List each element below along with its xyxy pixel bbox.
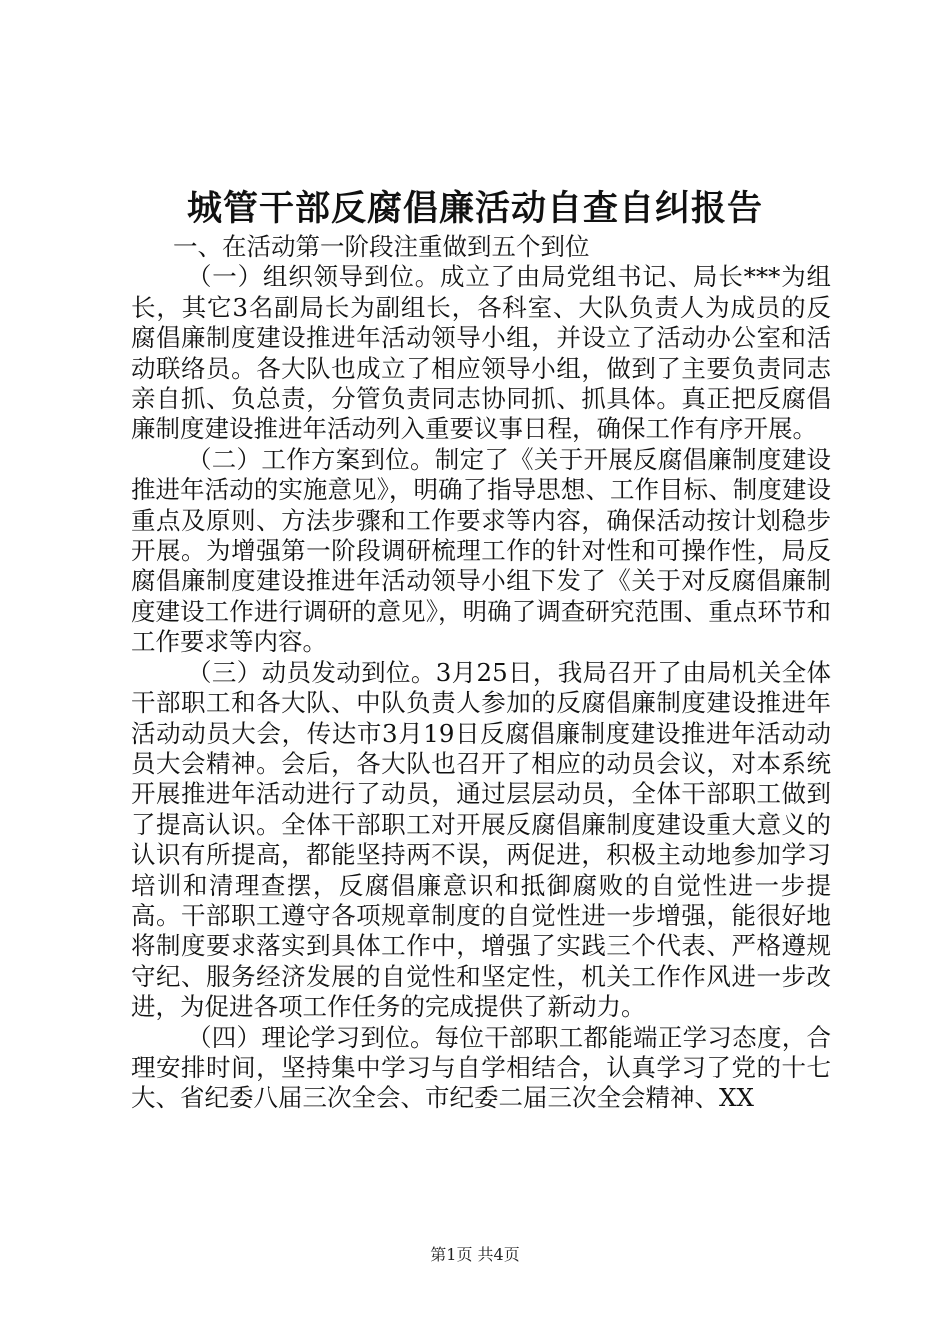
paragraph-mobilization: （三）动员发动到位。3月25日，我局召开了由局机关全体干部职工和各大队、中队负责人参加的反腐倡廉制度建设推进年活动动员大会，传达市3月19日反腐倡廉制度建设推进年活动动员大会精神。会后，各大队也召开了相应的动员会议，对本系统开展推进年活动进行了动员，通过层层动员，全体干部职工做到了提高认识。全体干部职工对开展反腐倡廉制度建设重大意义的认识有所提高，都能坚持两不误，两促进，积极主动地参加学习培训和清理查摆，反腐倡廉意识和抵御腐败的自觉性进一步提高。干部职工遵守各项规章制度的自觉性进一步增强，能很好地将制度要求落实到具体工作中，增强了实践三个代表、严格遵规守纪、服务经济发展的自觉性和坚定性，机关工作作风进一步改进，为促进各项工作任务的完成提供了新动力。 bbox=[131, 657, 831, 1022]
page-number: 第1页 共4页 bbox=[430, 1245, 520, 1264]
section-heading: 一、在活动第一阶段注重做到五个到位 bbox=[173, 232, 590, 261]
paragraph-theory-study: （四）理论学习到位。每位干部职工都能端正学习态度，合理安排时间，坚持集中学习与自学相结合，认真学习了党的十七大、省纪委八届三次全会、市纪委二届三次全会精神、XX bbox=[131, 1022, 831, 1113]
document-title: 城管干部反腐倡廉活动自查自纠报告 bbox=[186, 188, 763, 229]
paragraph-organization: （一）组织领导到位。成立了由局党组书记、局长***为组长，其它3名副局长为副组长，各科室、大队负责人为成员的反腐倡廉制度建设推进年活动领导小组，并设立了活动办公室和活动联络员。各大队也成立了相应领导小组，做到了主要负责同志亲自抓、负总责，分管负责同志协同抓、抓具体。真正把反腐倡廉制度建设推进年活动列入重要议事日程，确保工作有序开展。 bbox=[131, 262, 831, 444]
paragraph-work-plan: （二）工作方案到位。制定了《关于开展反腐倡廉制度建设推进年活动的实施意见》，明确了指导思想、工作目标、制度建设重点及原则、方法步骤和工作要求等内容，确保活动按计划稳步开展。为增强第一阶段调研梳理工作的针对性和可操作性，局反腐倡廉制度建设推进年活动领导小组下发了《关于对反腐倡廉制度建设工作进行调研的意见》，明确了调查研究范围、重点环节和工作要求等内容。 bbox=[131, 444, 831, 657]
document-body bbox=[131, 232, 831, 1114]
